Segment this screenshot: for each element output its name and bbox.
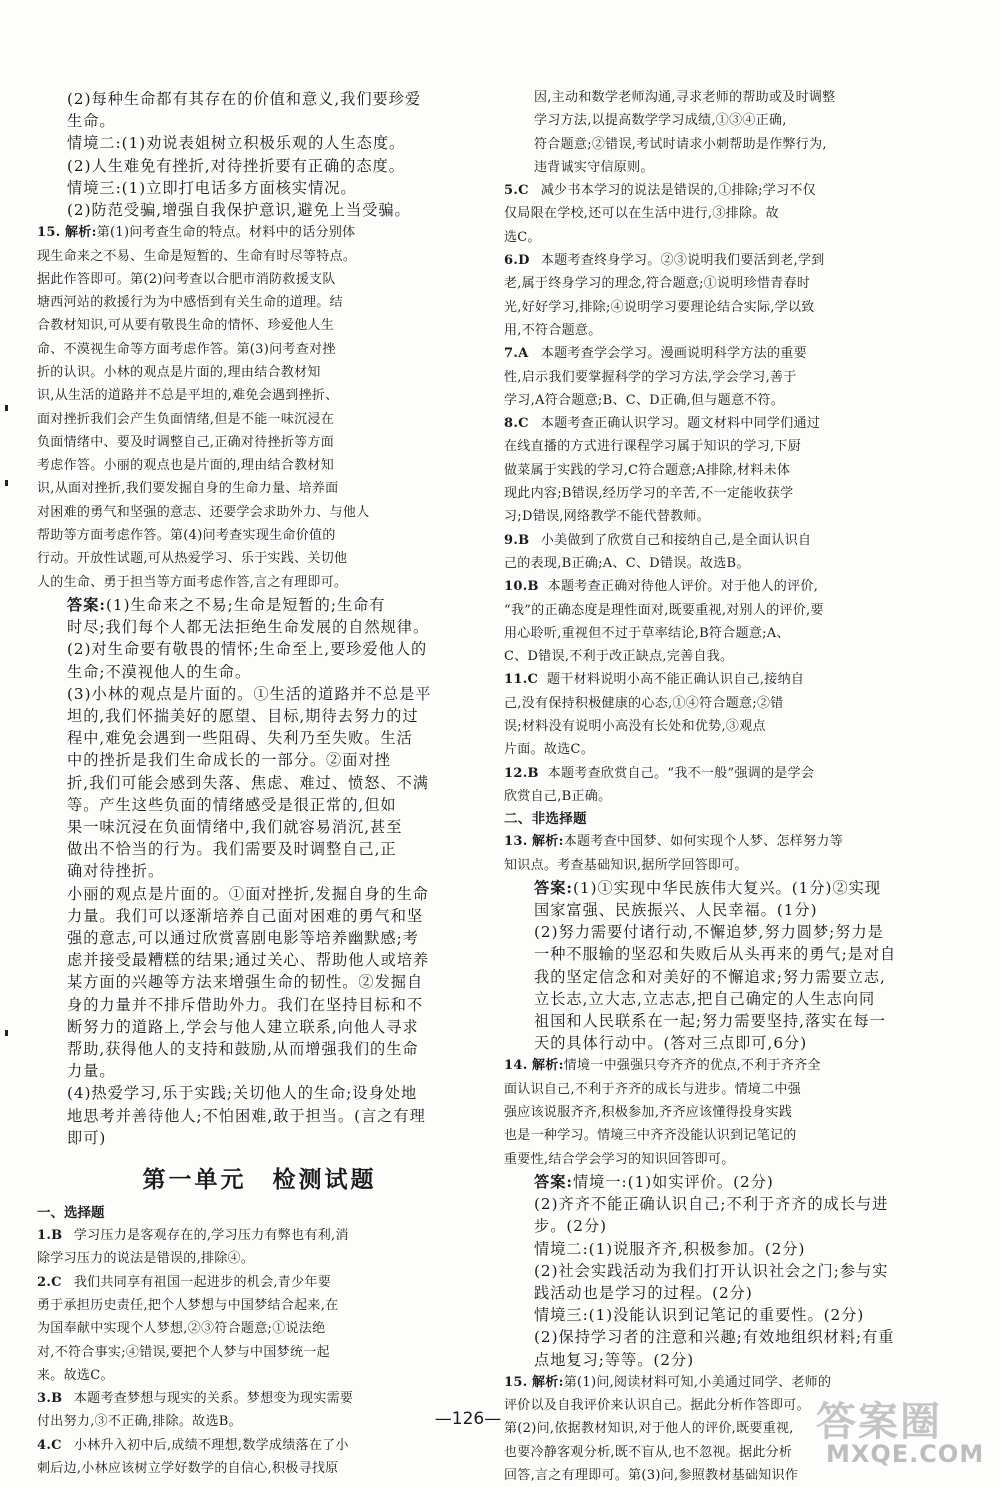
text-line: 符合题意;②错误,考试时请求小刺帮助是作弊行为, xyxy=(534,136,827,152)
text-line: 人的生命、勇于担当等方面考虑作答,言之有理即可。 xyxy=(37,574,348,590)
answer-key: 8.C xyxy=(504,416,529,432)
text-line: 情境三:(1)没能认识到记笔记的重要性。(2分) xyxy=(534,1306,865,1325)
text-line: 用心聆听,重视但不过于草率结论,B符合题意;A、 xyxy=(504,625,790,641)
mc-answer xyxy=(504,762,954,809)
text-line: 情境一:(1)如实评价。(2分) xyxy=(572,1172,774,1191)
answer-key: 2.C xyxy=(37,1274,62,1290)
answer-key: 6.D xyxy=(504,253,530,269)
text-line: 对困难的勇气和坚强的意志、还要学会求助外力、与他人 xyxy=(37,504,370,520)
text-line: 违背诚实守信原则。 xyxy=(534,159,654,175)
analysis-label: 解析: xyxy=(532,1058,564,1074)
text-line: 学习,A符合题意;B、C、D正确,但与题意不符。 xyxy=(504,392,785,408)
text-line: 做出不恰当的行为。我们需要及时调整自己,正 xyxy=(67,840,397,859)
mc-answer xyxy=(504,668,954,761)
text-line: 情境二:(1)说服齐齐,积极参加。(2分) xyxy=(534,1239,806,1258)
text-line: 力量。 xyxy=(67,1062,116,1081)
mc-answer xyxy=(504,529,954,576)
text-line xyxy=(67,594,482,616)
answer-key: 11.C xyxy=(504,672,539,688)
text-line: 识,从生活的道路并不总是平坦的,难免会遇到挫折、 xyxy=(37,388,339,404)
question-14 xyxy=(504,1054,954,1170)
text-line: 据此作答即可。第(2)问考查以合肥市消防救援支队 xyxy=(37,271,336,287)
mc-answer xyxy=(504,575,954,668)
text-line: 力量。我们可以逐渐培养自己面对困难的勇气和坚 xyxy=(67,906,424,925)
text-line: 己,没有保持积极健康的心态,①④符合题意;②错 xyxy=(504,695,784,711)
text-line: (2)努力需要付诸行动,不懈追梦,努力圆梦;努力是 xyxy=(534,923,884,942)
mc-answer xyxy=(504,179,954,249)
text-line: 也是一种学习。情境三中齐齐没能认识到记笔记的 xyxy=(504,1128,797,1144)
text-line: 除学习压力的说法是错误的,排除④。 xyxy=(37,1251,255,1267)
text-line: 强应该说服齐齐,积极参加,齐齐应该懂得投身实践 xyxy=(504,1105,793,1121)
right-column xyxy=(504,86,954,1487)
text-line: 老,属于终身学习的理念,符合题意;①说明珍惜青春时 xyxy=(504,276,811,292)
scan-mark xyxy=(5,1030,8,1036)
text-line: 欣赏自己,B正确。 xyxy=(504,788,612,804)
text-line: 因,主动和数学老师沟通,寻求老师的帮助或及时调整 xyxy=(534,90,836,105)
text-line: 来。故选C。 xyxy=(37,1367,114,1383)
text-line: 学习压力是客观存在的,学习压力有弊也有利,消 xyxy=(73,1228,349,1244)
text-line: 片面。故选C。 xyxy=(504,742,595,758)
text-line: C、D错误,不利于改正缺点,完善自我。 xyxy=(504,649,734,665)
text-line: (2)防范受骗,增强自我保护意识,避免上当受骗。 xyxy=(67,201,411,220)
left-column xyxy=(37,88,482,1480)
page-number: —126— xyxy=(434,1409,502,1429)
question-15-answer xyxy=(37,594,482,1149)
text-line xyxy=(534,877,954,899)
text-line: 本题考查正确认识学习。题文材料中同学们通过 xyxy=(540,416,821,432)
text-line: 第(1)问,阅读材料可知,小美通过同学、老师的 xyxy=(563,1374,832,1390)
text-line: 第(2)问,依据教材知识,对于他人的评价,既要重视, xyxy=(504,1421,794,1437)
answer-key: 5.C xyxy=(504,183,529,199)
text-line: (4)热爱学习,乐于实践;关切他人的生命;设身处地 xyxy=(67,1084,418,1103)
text-line: 己的表现,B正确;A、C、D错误。故选B。 xyxy=(504,555,750,571)
text-line: 情境二:(1)劝说表姐树立积极乐观的人生态度。 xyxy=(67,134,406,153)
text-line: 本题考查梦想与现实的关系。梦想变为现实需要 xyxy=(73,1391,354,1407)
mc-answer xyxy=(504,249,954,342)
text-line: 生命。 xyxy=(67,112,116,131)
question-15-analysis xyxy=(37,221,482,594)
question-13 xyxy=(504,830,954,877)
text-line: 折的认识。小林的观点是片面的,理由结合教材知 xyxy=(37,365,321,380)
question-number: 14. xyxy=(504,1058,528,1074)
text-line: 帮助等方面考虑作答。第(4)问考查实现生命价值的 xyxy=(37,528,336,544)
text-line: 本题考查欣赏自己。“我不一般”强调的是学会 xyxy=(547,765,815,781)
question-13-answer xyxy=(504,877,954,1055)
text-line: 我的坚定信念和对美好的不懈追求;努力需要立志, xyxy=(534,967,886,986)
text-line: 题干材料说明小高不能正确认识自己,接纳自 xyxy=(547,672,805,688)
text-line: 一种不服输的坚忍和失败后从头再来的勇气;是对自 xyxy=(534,945,897,964)
text-line: 误;材料没有说明小高没有长处和优势,③观点 xyxy=(504,719,766,735)
question-number: 15. xyxy=(504,1374,528,1390)
text-line: 也要冷静客观分析,既不盲从,也不忽视。据此分析 xyxy=(504,1444,793,1460)
watermark-logo xyxy=(796,1390,996,1470)
text-line: 减少书本学习的说法是错误的,①排除;学习不仅 xyxy=(540,183,816,199)
question-number: 13. xyxy=(504,834,528,850)
text-line: 面对挫折我们会产生负面情绪,但是不能一味沉浸在 xyxy=(37,411,335,427)
text-line: 知识点。考查基础知识,据所学回答即可。 xyxy=(504,857,748,873)
answer-key: 9.B xyxy=(504,532,530,548)
text-line: 为国奉献中实现个人梦想,②③符合题意;①说法绝 xyxy=(37,1321,326,1337)
text-line: 立长志,立大志,立志志,把自己确定的人生志向同 xyxy=(534,989,876,1008)
text-line: (1)①实现中华民族伟大复兴。(1分)②实现 xyxy=(572,878,882,897)
mc-answer xyxy=(37,1224,482,1271)
text-line: 天的具体行动中。(答对三点即可,6分) xyxy=(534,1034,808,1053)
mc-answer xyxy=(504,412,954,528)
text-line: 仅局限在学校,还可以在生活中进行,③排除。故 xyxy=(504,206,779,222)
text-line: 程中,难免会遇到一些阻碍、失利乃至失败。生活 xyxy=(67,729,413,748)
text-line: 第(1)问考查生命的特点。材料中的话分别体 xyxy=(96,225,356,241)
text-line: 考虑作答。小丽的观点也是片面的,理由结合教材知 xyxy=(37,458,335,474)
question-14-answer xyxy=(504,1171,954,1371)
text-line: 习;D错误,网络教学不能代替教师。 xyxy=(504,509,711,525)
text-line: (2)齐齐不能正确认识自己;不利于齐齐的成长与进 xyxy=(534,1195,889,1214)
previous-answer-continuation xyxy=(37,88,482,221)
text-line: 步。(2分) xyxy=(534,1217,608,1236)
text-line: 折,我们可能会感到失落、焦虑、难过、愤怒、不满 xyxy=(67,773,429,792)
text-line: 中的挫折是我们生命成长的一部分。②面对挫 xyxy=(67,751,391,770)
mc-answer xyxy=(37,1271,482,1387)
text-line: 小丽的观点是片面的。①面对挫折,发掘自身的生命 xyxy=(67,884,429,903)
text-line: 回答,言之有理即可。第(3)问,参照教材基础知识作 xyxy=(504,1467,799,1483)
mc-answer-list xyxy=(37,1224,482,1480)
text-line: (2)社会实践活动为我们打开认识社会之门;参与实 xyxy=(534,1261,889,1280)
scan-mark xyxy=(5,405,8,411)
watermark-text: 答案圈 xyxy=(816,1399,942,1445)
answer-label: 答案: xyxy=(534,1172,573,1191)
text-line: 断努力的道路上,学会与他人建立联系,向他人寻求 xyxy=(67,1017,419,1036)
text-line: 情境一中强强只夸齐齐的优点,不利于齐齐全 xyxy=(563,1058,821,1074)
mc-answer xyxy=(504,342,954,412)
text-line: 付出努力,③不正确,排除。故选B。 xyxy=(37,1414,242,1430)
watermark-url: MXQE.COM xyxy=(826,1440,985,1468)
answer-key: 3.B xyxy=(37,1391,63,1407)
text-line: 命、不漠视生命等方面考虑作答。第(3)问考查对挫 xyxy=(37,341,336,357)
text-line: 国家富强、民族振兴、人民幸福。(1分) xyxy=(534,901,818,919)
text-line: 情境三:(1)立即打电话多方面核实情况。 xyxy=(67,178,357,197)
text-line: (2)每种生命都有其存在的价值和意义,我们要珍爱 xyxy=(67,90,422,108)
text-line: 确对待挫折。 xyxy=(67,862,165,881)
text-line: 刺后边,小林应该树立学好数学的自信心,积极寻找原 xyxy=(37,1461,339,1477)
text-line: 帮助,获得他人的支持和鼓励,从而增强我们的生命 xyxy=(67,1040,419,1059)
text-line: (2)对生命要有敬畏的情怀;生命至上,要珍爱他人的 xyxy=(67,640,428,659)
unit-title: 第一单元 检测试题 xyxy=(142,1167,377,1194)
text-line: 面认识自己,不利于齐齐的成长与进步。情境二中强 xyxy=(504,1081,802,1097)
text-line: 光,好好学习,排除;④说明学习要理论结合实际,学以致 xyxy=(504,299,815,315)
text-line: 学习方法,以提高数学学习成绩,①③④正确, xyxy=(534,113,787,129)
analysis-label: 解析: xyxy=(65,225,97,241)
text-line: 现生命来之不易、生命是短暂的、生命有时尽等特点。 xyxy=(37,248,357,264)
text-line: 小林升入初中后,成绩不理想,数学成绩落在了小 xyxy=(73,1437,349,1453)
answer-label: 答案: xyxy=(534,878,573,897)
text-line: 祖国和人民联系在一起;努力需要坚持,落实在每一 xyxy=(534,1012,886,1031)
answer-key: 10.B xyxy=(504,579,539,595)
text-line: 负面情绪中、要及时调整自己,正确对待挫折等方面 xyxy=(37,434,335,450)
analysis-label: 解析: xyxy=(532,1374,564,1390)
text-line: 评价以及自我评价来认识自己。据此分析作答即可。 xyxy=(504,1398,810,1414)
text-line: 点地复习;等等。(2分) xyxy=(534,1350,695,1369)
text-line: (1)生命来之不易;生命是短暂的;生命有 xyxy=(105,595,386,614)
text-line: 身的力量并不排斥借助外力。我们在坚持目标和不 xyxy=(67,995,424,1014)
text-line: 时尽;我们每个人都无法拒绝生命发展的自然规律。 xyxy=(67,618,430,637)
text-line: (2)保持学习者的注意和兴趣;有效地组织材料;有重 xyxy=(534,1328,895,1347)
scan-mark xyxy=(5,480,8,486)
answer-key: 12.B xyxy=(504,765,539,781)
text-line: 识,从面对挫折,我们要发掘自身的生命力量、培养面 xyxy=(37,481,339,497)
text-line: (2)人生难免有挫折,对待挫折要有正确的态度。 xyxy=(67,156,405,175)
text-line: 某方面的兴趣等方法来增强生命的韧性。②发掘自 xyxy=(67,973,424,992)
text-line: 本题考查中国梦、如何实现个人梦、怎样努力等 xyxy=(563,834,844,850)
text-line: 在线直播的方式进行课程学习属于知识的学习,下厨 xyxy=(504,439,802,455)
text-line: 生命;不漠视他人的生命。 xyxy=(67,662,252,681)
answer-4-continuation xyxy=(504,86,954,179)
text-line: “我”的正确态度是理性面对,既要重视,对别人的评价,要 xyxy=(504,602,824,618)
answer-key: 1.B xyxy=(37,1228,63,1244)
text-line: 性,启示我们要掌握科学的学习方法,学会学习,善于 xyxy=(504,369,797,385)
question-number: 15. xyxy=(37,225,61,241)
text-line: 做菜属于实践的学习,C符合题意;A排除,材料未体 xyxy=(504,462,791,478)
text-line: 重要性,结合学会学习的知识回答即可。 xyxy=(504,1151,735,1167)
text-line: 即可) xyxy=(67,1128,107,1147)
text-line: 坦的,我们怀揣美好的愿望、目标,期待去努力的过 xyxy=(67,706,419,725)
text-line: (3)小林的观点是片面的。①生活的道路并不总是平 xyxy=(67,684,432,703)
answer-key: 7.A xyxy=(504,346,529,362)
text-line: 虑并接受最糟糕的结果;通过关心、帮助他人或培养 xyxy=(67,951,430,970)
section-heading: 一、选择题 xyxy=(37,1205,105,1222)
text-line: 地思考并善待他人;不怕困难,敢于担当。(言之有理 xyxy=(67,1106,426,1125)
text-line: 塘西河站的救援行为为中感悟到有关生命的道理。结 xyxy=(37,295,343,311)
text-line xyxy=(534,1171,954,1193)
text-line: 本题考查终身学习。②③说明我们要活到老,学到 xyxy=(540,253,825,269)
text-line: 选C。 xyxy=(504,229,541,245)
text-line: 践活动也是学习的过程。(2分) xyxy=(534,1283,753,1302)
answer-key: 4.C xyxy=(37,1437,62,1453)
text-line: 小美做到了欣赏自己和接纳自己,是全面认识自 xyxy=(540,532,812,548)
analysis-label: 解析: xyxy=(532,834,564,850)
text-line: 行动。开放性试题,可从热爱学习、乐于实践、关切他 xyxy=(37,551,348,567)
text-line: 果一味沉浸在负面情绪中,我们就容易消沉,甚至 xyxy=(67,818,403,836)
text-line: 用,不符合题意。 xyxy=(504,322,602,338)
text-line: 对,不符合事实;④错误,要把个人梦与中国梦统一起 xyxy=(37,1344,330,1360)
text-line: 本题考查正确对待他人评价。对于他人的评价, xyxy=(547,579,819,595)
text-line: 勇于承担历史责任,把个人梦想与中国梦结合起来,在 xyxy=(37,1297,339,1313)
text-line: 现此内容;B错误,经历学习的辛苦,不一定能收获学 xyxy=(504,486,794,502)
section-heading: 二、非选择题 xyxy=(504,811,587,828)
mc-answer xyxy=(37,1434,482,1481)
text-line: 等。产生这些负面的情绪感受是很正常的,但如 xyxy=(67,795,397,814)
answer-label: 答案: xyxy=(67,595,106,614)
text-line: 本题考查学会学习。漫画说明科学方法的重要 xyxy=(540,346,807,362)
text-line: 我们共同享有祖国一起进步的机会,青少年要 xyxy=(73,1274,332,1290)
text-line: 合教材知识,可从要有敬畏生命的情怀、珍爱他人生 xyxy=(37,318,335,334)
text-line: 强的意志,可以通过欣赏喜剧电影等培养幽默感;考 xyxy=(67,929,419,948)
